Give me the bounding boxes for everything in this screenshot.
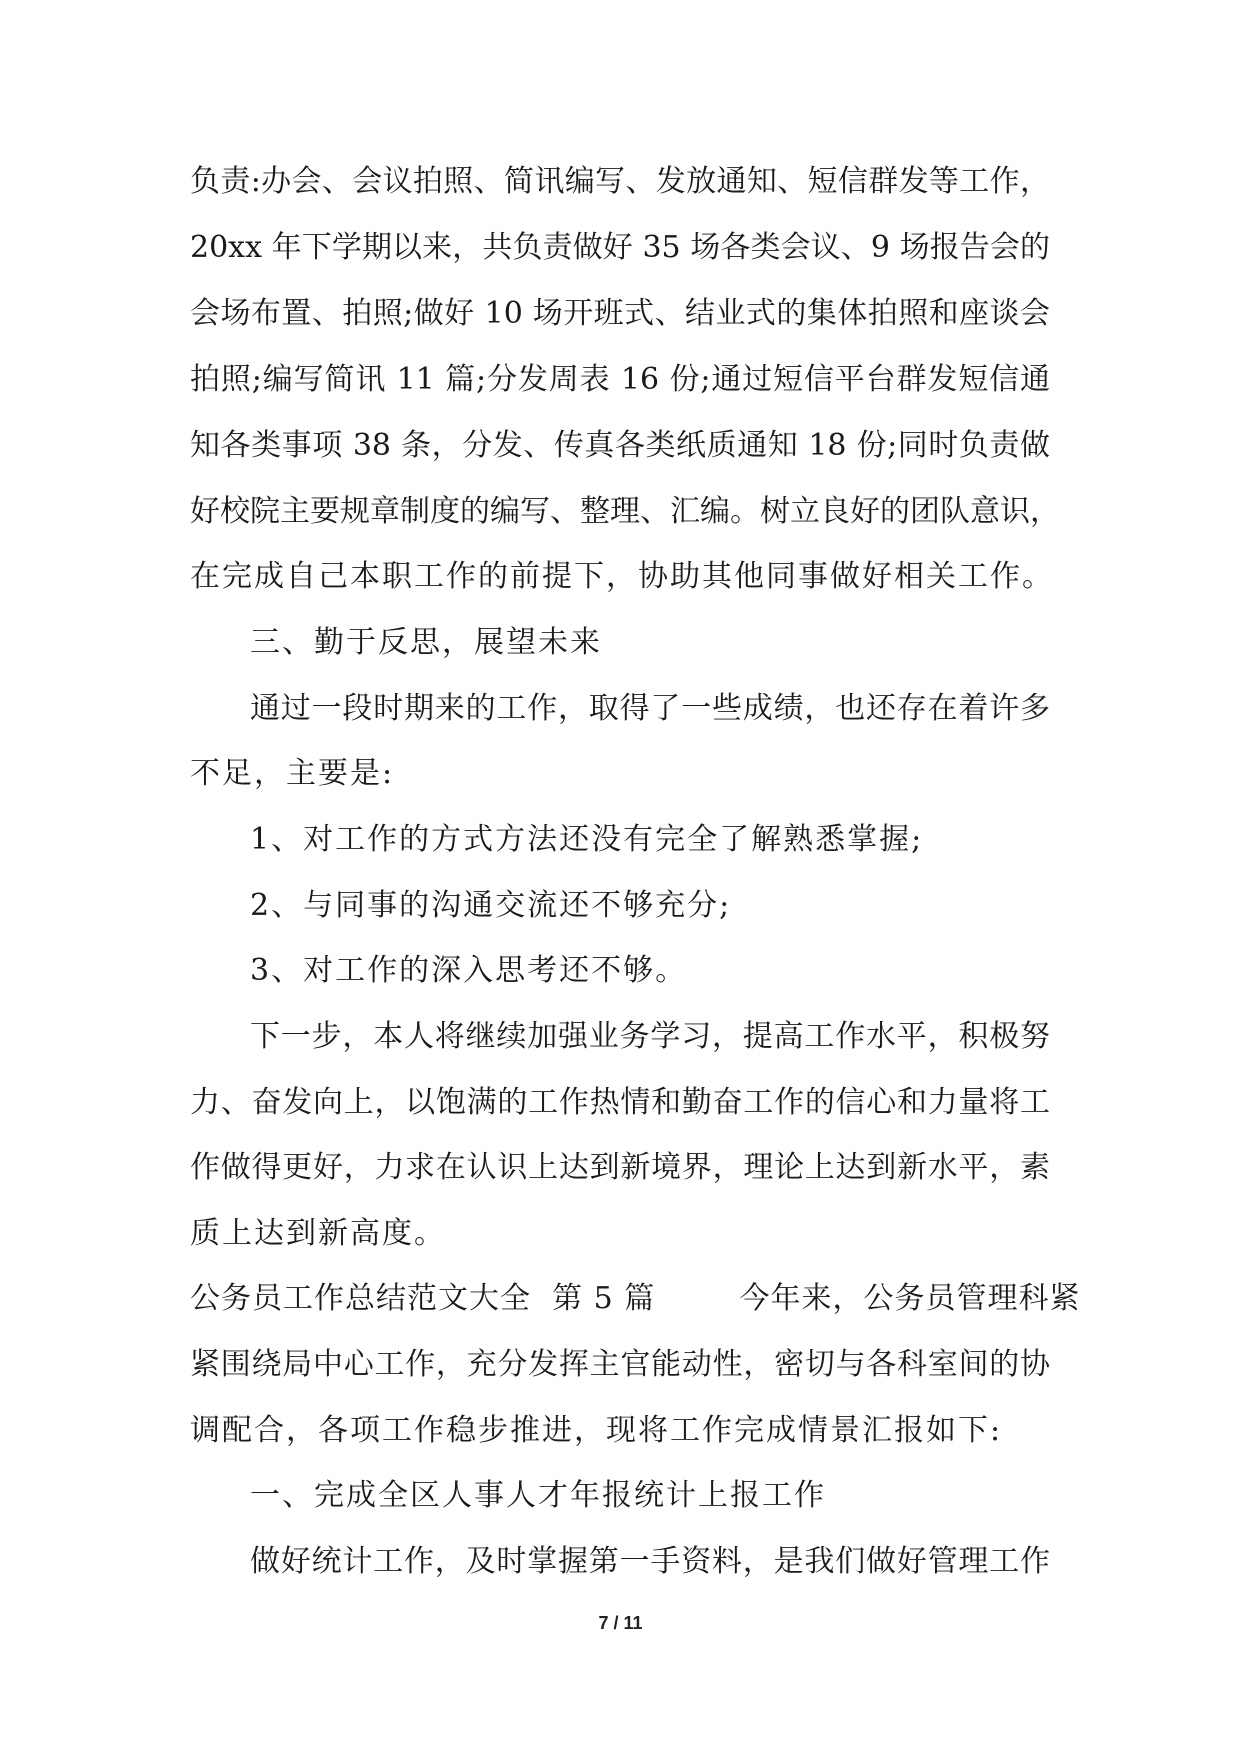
body-text-line: 会场布置、拍照;做好 10 场开班式、结业式的集体拍照和座谈会 — [190, 296, 1050, 331]
body-text-line: 知各类事项 38 条，分发、传真各类纸质通知 18 份;同时负责做 — [190, 428, 1050, 463]
section-heading: 一、完成全区人事人才年报统计上报工作 — [250, 1478, 826, 1513]
body-text-line: 好校院主要规章制度的编写、整理、汇编。树立良好的团队意识， — [190, 494, 1060, 529]
body-text-line: 不足，主要是: — [190, 756, 395, 791]
list-item: 1、对工作的方式方法还没有完全了解熟悉掌握; — [250, 822, 924, 857]
body-text-line: 通过一段时期来的工作，取得了一些成绩，也还存在着许多 — [250, 691, 1050, 726]
page-number: 7 / 11 — [598, 1613, 643, 1633]
body-text-line: 调配合，各项工作稳步推进，现将工作完成情景汇报如下: — [190, 1413, 1003, 1448]
section-heading: 三、勤于反思，展望未来 — [250, 625, 602, 660]
body-text-line: 在完成自己本职工作的前提下，协助其他同事做好相关工作。 — [190, 559, 1054, 594]
body-text-line: 力、奋发向上，以饱满的工作热情和勤奋工作的信心和力量将工 — [190, 1085, 1050, 1120]
list-item: 3、对工作的深入思考还不够。 — [250, 953, 688, 988]
body-text-line: 质上达到新高度。 — [190, 1216, 446, 1251]
list-item: 2、与同事的沟通交流还不够充分; — [250, 888, 732, 923]
body-text-line: 下一步，本人将继续加强业务学习，提高工作水平，积极努 — [250, 1019, 1050, 1054]
body-text-line: 拍照;编写简讯 11 篇;分发周表 16 份;通过短信平台群发短信通 — [190, 362, 1050, 397]
article-title-line: 公务员工作总结范文大全 第 5 篇 今年来，公务员管理科紧 — [190, 1281, 1081, 1316]
body-text-line: 作做得更好，力求在认识上达到新境界，理论上达到新水平，素 — [190, 1150, 1050, 1185]
body-text-line: 做好统计工作，及时掌握第一手资料，是我们做好管理工作 — [250, 1544, 1050, 1579]
body-text-line: 紧围绕局中心工作，充分发挥主官能动性，密切与各科室间的协 — [190, 1347, 1050, 1382]
body-text-line: 20xx 年下学期以来，共负责做好 35 场各类会议、9 场报告会的 — [190, 230, 1050, 265]
body-text-line: 负责:办会、会议拍照、简讯编写、发放通知、短信群发等工作， — [190, 164, 1050, 199]
